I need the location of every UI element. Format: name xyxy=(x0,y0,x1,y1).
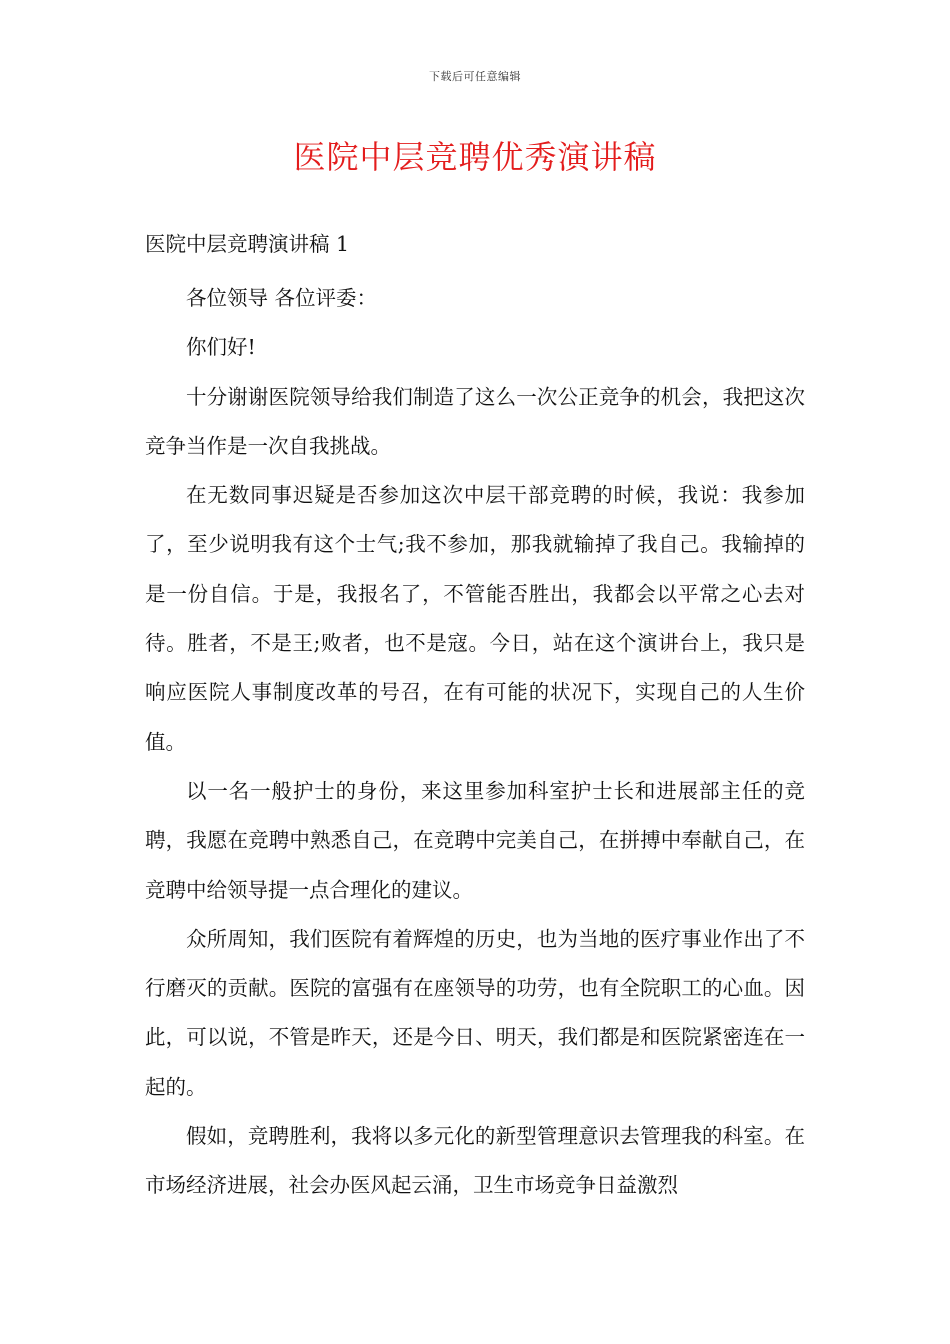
header-note: 下载后可任意编辑 xyxy=(429,70,521,83)
body-paragraph: 在无数同事迟疑是否参加这次中层干部竞聘的时候，我说：我参加了，至少说明我有这个士气;我不参加，那我就输掉了我自己。我输掉的是一份自信。于是，我报名了，不管能否胜出，我都会以平常之心去对待。胜者，不是王;败者，也不是寇。今日，站在这个演讲台上，我只是响应医院人事制度改革的号召，在有可能的状况下，实现自己的人生价值。 xyxy=(145,483,805,754)
body-paragraph: 众所周知，我们医院有着辉煌的历史，也为当地的医疗事业作出了不行磨灭的贡献。医院的富强有在座领导的功劳，也有全院职工的心血。因此，可以说，不管是昨天，还是今日、明天，我们都是和医院紧密连在一起的。 xyxy=(145,926,805,1099)
body-paragraph: 以一名一般护士的身份，来这里参加科室护士长和进展部主任的竞聘，我愿在竞聘中熟悉自己，在竞聘中完美自己，在拼搏中奉献自己，在竞聘中给领导提一点合理化的建议。 xyxy=(145,778,805,902)
section-subtitle: 医院中层竞聘演讲稿 1 xyxy=(145,232,350,256)
salutation: 各位领导 各位评委： xyxy=(186,286,378,310)
document-body xyxy=(145,224,805,1211)
body-paragraph: 假如，竞聘胜利，我将以多元化的新型管理意识去管理我的科室。在市场经济进展，社会办医风起云涌，卫生市场竞争日益激烈 xyxy=(145,1124,805,1198)
greeting: 你们好! xyxy=(186,335,256,360)
document-title: 医院中层竞聘优秀演讲稿 xyxy=(293,138,657,176)
body-paragraph: 十分谢谢医院领导给我们制造了这么一次公正竞争的机会，我把这次竞争当作是一次自我挑战。 xyxy=(145,384,805,458)
